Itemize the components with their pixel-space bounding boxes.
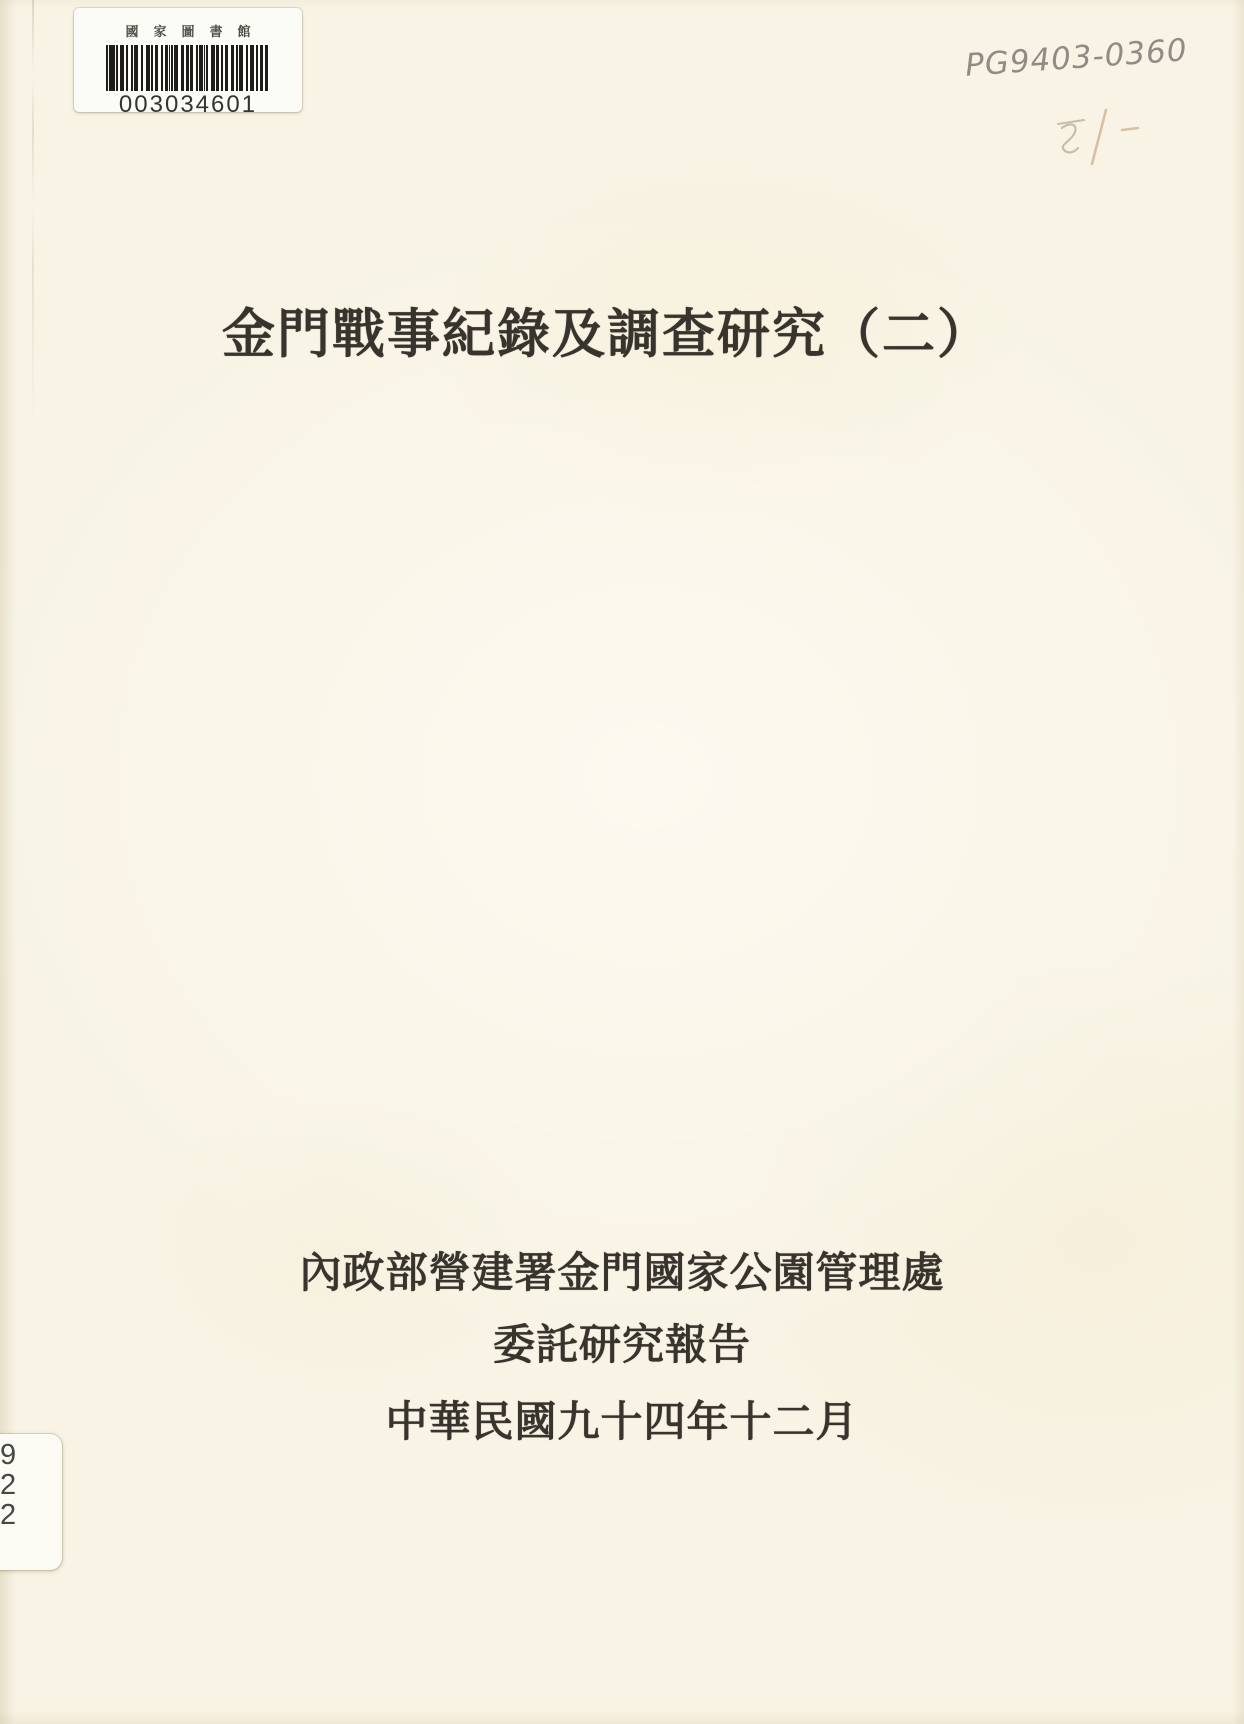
book-title: 金門戰事紀錄及調查研究（二）	[222, 303, 992, 365]
call-number-digit: 9	[0, 1439, 17, 1471]
barcode-number: 003034601	[118, 91, 258, 118]
library-barcode-label	[74, 8, 302, 118]
handwritten-call-number: PG9403-0360	[964, 32, 1189, 84]
report-type: 委託研究報告	[492, 1320, 752, 1369]
call-number-digit: 2	[0, 1499, 17, 1531]
library-name: 國家圖書館	[125, 24, 266, 39]
pencil-scribble-icon	[1048, 106, 1144, 170]
publication-date: 中華民國九十四年十二月	[385, 1397, 859, 1446]
call-number-label	[0, 1434, 62, 1570]
publisher-name: 內政部營建署金門國家公園管理處	[299, 1248, 945, 1297]
barcode-icon	[106, 45, 270, 91]
call-number-digits	[0, 1434, 62, 1530]
call-number-digit: 2	[0, 1469, 17, 1501]
